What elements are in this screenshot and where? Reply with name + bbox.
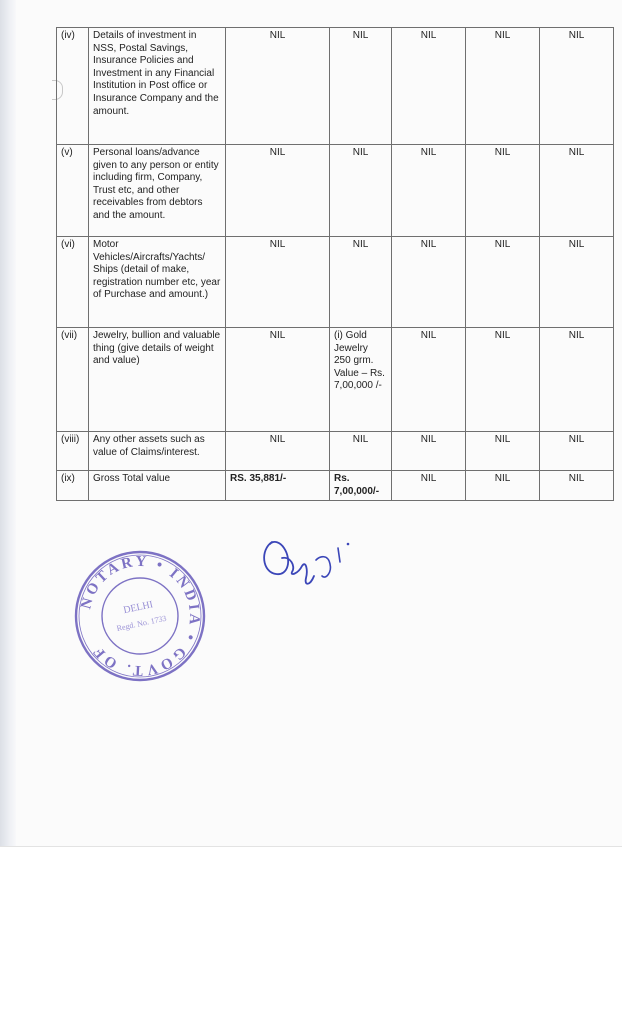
- cell-value: NIL: [226, 432, 330, 471]
- scan-margin-strip: [0, 0, 16, 846]
- row-description: Motor Vehicles/Aircrafts/Yachts/ Ships (detail of make, registration number etc, year of Purchase and amount.): [89, 237, 226, 328]
- row-number: (vii): [57, 328, 89, 432]
- assets-table: [56, 27, 614, 501]
- svg-text:DELHI: DELHI: [122, 599, 155, 617]
- cell-value: NIL: [392, 328, 466, 432]
- cell-value: NIL: [392, 471, 466, 501]
- row-number: (v): [57, 145, 89, 237]
- table-row: [57, 432, 614, 471]
- table-row: [57, 28, 614, 145]
- cell-value: NIL: [540, 432, 614, 471]
- cell-value: NIL: [330, 145, 392, 237]
- cell-value: NIL: [466, 28, 540, 145]
- cell-value: NIL: [466, 328, 540, 432]
- gross-total-value: RS. 35,881/-: [226, 471, 330, 501]
- gross-total-value: Rs. 7,00,000/-: [330, 471, 392, 501]
- cell-value: NIL: [540, 28, 614, 145]
- cell-value: NIL: [330, 432, 392, 471]
- table-row: [57, 145, 614, 237]
- row-number: (iv): [57, 28, 89, 145]
- cell-value: NIL: [540, 237, 614, 328]
- cell-value: NIL: [226, 328, 330, 432]
- cell-value: NIL: [466, 237, 540, 328]
- cell-value: NIL: [392, 28, 466, 145]
- cell-value: NIL: [226, 237, 330, 328]
- cell-value: NIL: [466, 432, 540, 471]
- cell-value: NIL: [540, 328, 614, 432]
- cell-value: NIL: [392, 145, 466, 237]
- cell-value: NIL: [330, 237, 392, 328]
- row-description: Jewelry, bullion and valuable thing (give details of weight and value): [89, 328, 226, 432]
- row-number: (vi): [57, 237, 89, 328]
- table-row: [57, 328, 614, 432]
- svg-text:NOTARY • INDIA • GOVT. OF: NOTARY • INDIA • GOVT. OF: [78, 553, 203, 679]
- row-number: (viii): [57, 432, 89, 471]
- cell-value: NIL: [466, 145, 540, 237]
- row-number: (ix): [57, 471, 89, 501]
- row-description: Gross Total value: [89, 471, 226, 501]
- row-description: Personal loans/advance given to any person or entity including firm, Company, Trust etc, and other receivables from debtors and the amount.: [89, 145, 226, 237]
- row-description: Any other assets such as value of Claims/interest.: [89, 432, 226, 471]
- scan-edge: [0, 846, 622, 847]
- notary-stamp-icon: [72, 548, 208, 684]
- cell-value: NIL: [540, 471, 614, 501]
- cell-value: NIL: [540, 145, 614, 237]
- cell-value: NIL: [330, 28, 392, 145]
- table-row-total: [57, 471, 614, 501]
- cell-value: NIL: [226, 28, 330, 145]
- signature-icon: [258, 530, 368, 590]
- cell-value: NIL: [392, 432, 466, 471]
- cell-value: NIL: [466, 471, 540, 501]
- cell-value: NIL: [392, 237, 466, 328]
- cell-value: NIL: [226, 145, 330, 237]
- table-row: [57, 237, 614, 328]
- svg-text:Regd. No. 1733: Regd. No. 1733: [115, 613, 168, 634]
- gold-jewelry-value: (i) Gold Jewelry 250 grm. Value – Rs. 7,00,000 /-: [330, 328, 392, 432]
- row-description: Details of investment in NSS, Postal Savings, Insurance Policies and Investment in any Financial Institution in Post office or Insurance Company and the amount.: [89, 28, 226, 145]
